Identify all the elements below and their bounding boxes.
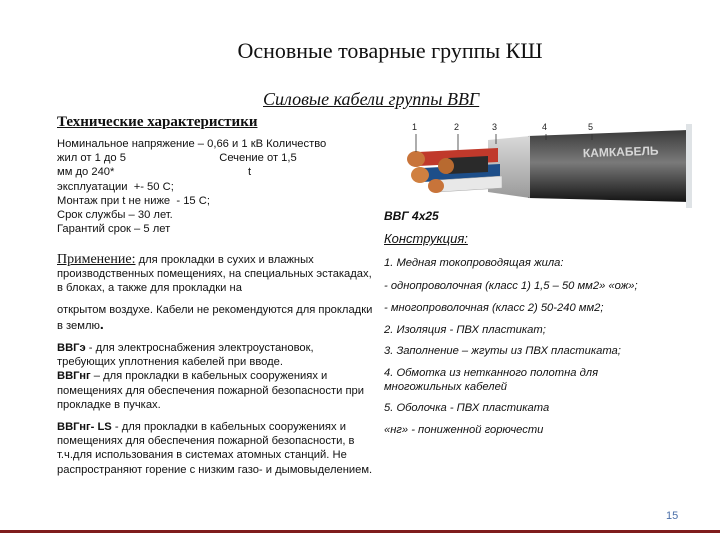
vvgng-label: ВВГнг	[57, 370, 91, 383]
construction-heading: Конструкция:	[384, 231, 468, 246]
outer-sheath	[528, 130, 690, 202]
page-number: 15	[666, 510, 679, 522]
application-paragraph	[57, 253, 375, 296]
sheath-edge	[686, 124, 692, 208]
construction-item: 1. Медная токопроводящая жила:	[384, 257, 564, 269]
copper-strand	[407, 151, 425, 167]
application-block	[57, 253, 375, 477]
callout-number: 3	[492, 122, 498, 132]
vvge-label: ВВГэ	[57, 342, 86, 355]
construction-item: 5. Оболочка - ПВХ пластиката	[384, 402, 550, 414]
application-text-2: открытом воздухе. Кабели не рекомендуются для прокладки в землю	[57, 303, 373, 332]
vvgng-paragraph	[57, 369, 375, 412]
vvgng-ls-text: - для прокладки в кабельных сооружениях и помещениях для обеспечения пожарной безопасности, в т.ч.для использования в системах атомных станций. Не распространяют горение с низким газо- и дымовыделением.	[57, 421, 373, 476]
spec-line: Гарантий срок – 5 лет	[57, 223, 171, 236]
spec-line: Срок службы – 30 лет.	[57, 209, 173, 222]
spec-line: эксплуатации +- 50 С;	[57, 180, 174, 193]
spec-line: жил от 1 до 5 Сечение от 1,5	[57, 152, 297, 165]
application-paragraph-2	[57, 303, 375, 333]
vvge-paragraph	[57, 341, 375, 369]
copper-strand	[411, 167, 429, 183]
cable-illustration	[378, 118, 694, 208]
page-title: Основные товарные группы КШ	[237, 38, 543, 63]
vvge-text: - для электроснабжения электроустановок, требующих уплотнения кабелей при вводе.	[57, 342, 314, 369]
construction-item: 4. Обмотка из нетканного полотна для многожильных кабелей	[384, 367, 599, 393]
spec-line: мм до 240* t	[57, 166, 252, 179]
application-label: Применение:	[57, 252, 136, 267]
callout-number: 4	[542, 122, 548, 132]
section-subtitle: Силовые кабели группы ВВГ	[263, 89, 480, 109]
callout-number: 1	[412, 122, 418, 132]
callout-number: 2	[454, 122, 460, 132]
tech-characteristics-heading: Технические характеристики	[57, 114, 258, 130]
construction-item: - однопроволочная (класс 1) 1,5 – 50 мм2» «ож»;	[384, 280, 638, 292]
spec-line: Монтаж при t не ниже - 15 С;	[57, 194, 210, 207]
copper-strand	[438, 158, 454, 174]
construction-item: 2. Изоляция - ПВХ пластикат;	[384, 324, 546, 336]
spec-line: Номинальное напряжение – 0,66 и 1 кВ Количество	[57, 138, 327, 150]
specs-block	[57, 137, 377, 236]
bottom-divider	[0, 530, 720, 533]
brand-text: КАМКАБЕЛЬ	[582, 143, 659, 161]
callout-number: 5	[588, 122, 594, 132]
vvgng-text: – для прокладки в кабельных сооружениях и помещениях для обеспечения пожарной безопасности при прокладке в пучках.	[57, 370, 364, 411]
application-period: .	[99, 315, 104, 332]
core-black	[448, 156, 488, 174]
construction-item: 3. Заполнение – жгуты из ПВХ пластиката;	[384, 345, 621, 357]
vvgng-ls-paragraph	[57, 420, 375, 477]
copper-strand	[428, 179, 444, 193]
construction-item: - многопроволочная (класс 2) 50-240 мм2;	[384, 302, 604, 314]
vvgng-ls-label: ВВГнг- LS	[57, 421, 112, 434]
application-text: для прокладки в сухих и влажных производственных помещениях, на специальных эстакадах, в блоках, а также для прокладки на	[57, 254, 372, 295]
cable-photo	[378, 118, 694, 208]
cable-model: ВВГ 4х25	[384, 209, 439, 223]
construction-item: «нг» - пониженной горючести	[384, 424, 544, 436]
